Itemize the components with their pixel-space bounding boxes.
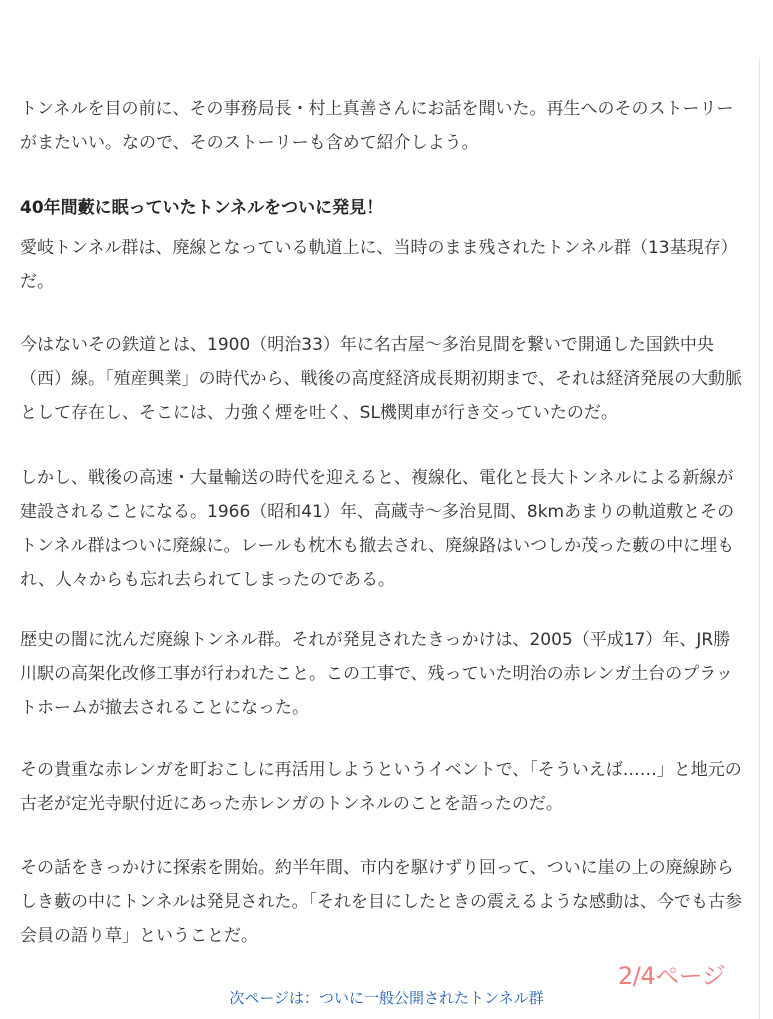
paragraph-exploration: その話をきっかけに探索を開始。約半年間、市内を駆けずり回って、ついに崖の上の廃線跡らしき藪の中にトンネルは発見された。「それを目にしたときの震えるような感動は、今でも古参会員の語り草」ということだ。 [20, 858, 742, 946]
paragraph-abandonment: しかし、戦後の高速・大量輸送の時代を迎えると、複線化、電化と長大トンネルによる新線が建設されることになる。1966（昭和41）年、高蔵寺～多治見間、8kmあまりの軌道敷とそのトンネル群はついに廃線に。レールも枕木も撤去され、廃線路はいつしか茂った藪の中に埋もれ、人々からも忘れ去られてしまったのである。 [20, 468, 735, 590]
section-heading: 40年間藪に眠っていたトンネルをついに発見！ [20, 198, 384, 218]
top-bar [0, 0, 773, 58]
paragraph-elder-story: その貴重な赤レンガを町おこしに再活用しようというイベントで、「そういえば……」と地元の古老が定光寺駅付近にあった赤レンガのトンネルのことを語ったのだ。 [20, 760, 742, 814]
paragraph-railway-history: 今はないその鉄道とは、1900（明治33）年に名古屋～多治見間を繋いで開通した国鉄中央（西）線。「殖産興業」の時代から、戦後の高度経済成長期初期まで、それは経済発展の大動脈として存在し、そこには、力強く煙を吐く、SL機関車が行き交っていたのだ。 [20, 335, 743, 423]
next-page-link[interactable]: 次ページは：ついに一般公開されたトンネル群 [229, 989, 544, 1007]
paragraph-aigi-tunnels: 愛岐トンネル群は、廃線となっている軌道上に、当時のまま残されたトンネル群（13基現存）だ。 [20, 238, 738, 292]
article-body [0, 58, 760, 1019]
paragraph-discovery-trigger: 歴史の闇に沈んだ廃線トンネル群。それが発見されたきっかけは、2005（平成17）年、JR勝川駅の高架化改修工事が行われたこと。この工事で、残っていた明治の赤レンガ土台のプラットホームが撤去されることになった。 [20, 630, 733, 718]
page-indicator: 2/4ページ [618, 962, 726, 990]
paragraph-intro: トンネルを目の前に、その事務局長・村上真善さんにお話を聞いた。再生へのそのストーリーがまたいい。なので、そのストーリーも含めて紹介しよう。 [20, 99, 734, 153]
